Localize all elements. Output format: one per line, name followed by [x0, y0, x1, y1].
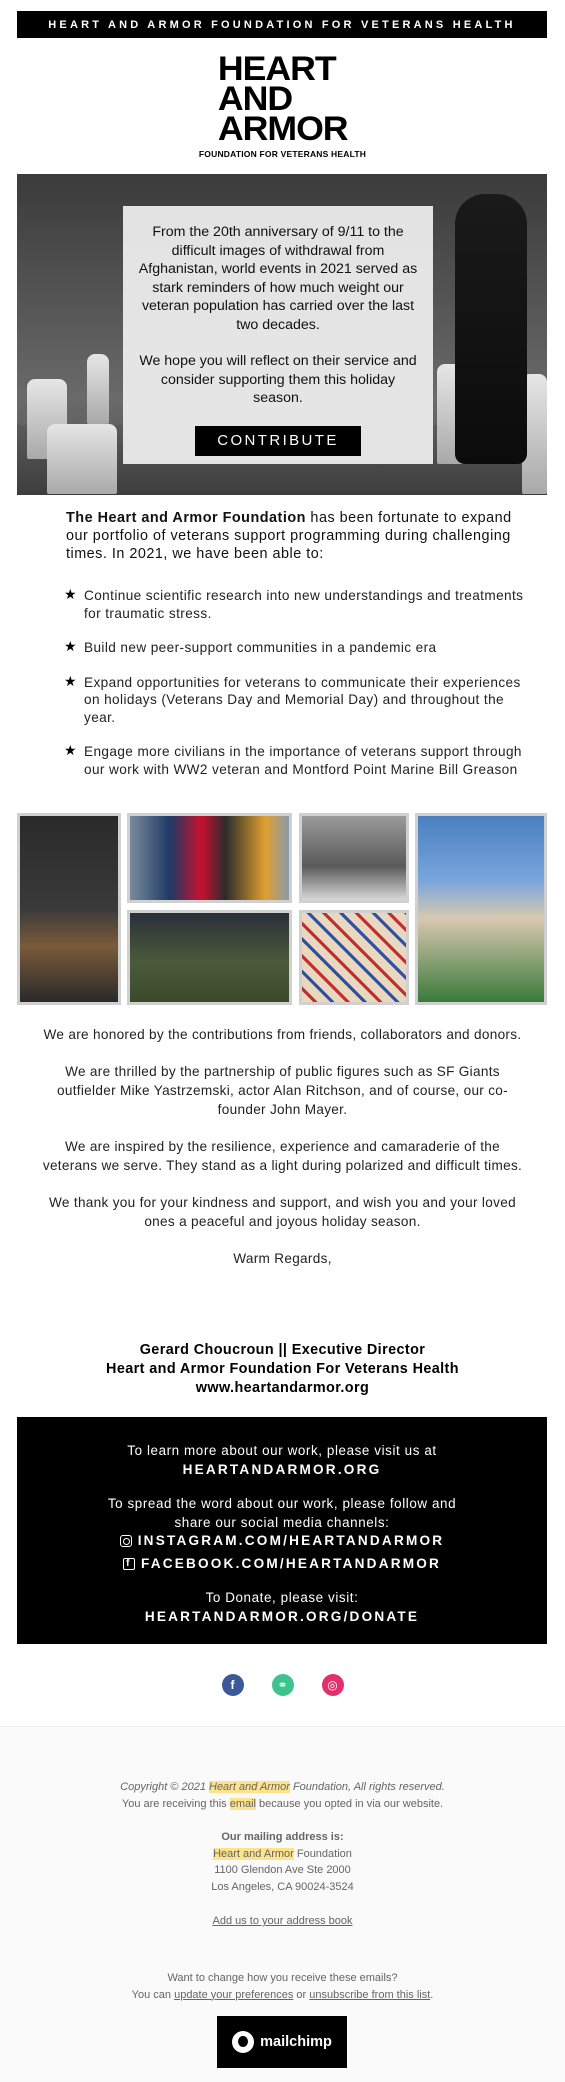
hero-message-box: [123, 206, 433, 464]
list-item-text: Engage more civilians in the importance of veterans support through our work with WW2 veteran and Montford Point Marine Bill Greason: [84, 744, 522, 777]
info-box: [17, 1417, 547, 1644]
address-book-link[interactable]: Add us to your address book: [212, 1915, 353, 1927]
highlight: Heart and Armor: [209, 1781, 290, 1793]
donate-link[interactable]: HEARTANDARMOR.ORG/DONATE: [144, 1608, 420, 1624]
facebook-icon[interactable]: f: [222, 1674, 244, 1696]
learn-text: To learn more about our work, please visit us at: [127, 1443, 437, 1458]
photo-group-veterans: [127, 910, 292, 1005]
unsubscribe-link[interactable]: unsubscribe from this list: [309, 1988, 431, 2001]
logo-subtitle: FOUNDATION FOR VETERANS HEALTH: [198, 149, 367, 159]
hero-image: [17, 174, 547, 495]
footer: [0, 1726, 565, 2082]
facebook-icon: f: [123, 1558, 135, 1570]
thanks-paragraph: We are inspired by the resilience, experience and camaraderie of the veterans we serve. They stand as a light during polarized and difficult times.: [42, 1139, 523, 1173]
photo-black-white-person: [299, 813, 409, 903]
thank-you-section: [40, 1025, 525, 1286]
mailchimp-label: mailchimp: [260, 2033, 332, 2050]
list-item-text: Continue scientific research into new understandings and treatments for traumatic stress.: [84, 588, 524, 621]
list-item-text: Build new peer-support communities in a pandemic era: [84, 640, 437, 655]
thanks-paragraph: We are honored by the contributions from friends, collaborators and donors.: [43, 1027, 522, 1042]
website-link[interactable]: HEARTANDARMOR.ORG: [182, 1461, 382, 1477]
photo-group-women: [127, 813, 292, 903]
address-org: Foundation: [293, 1847, 352, 1860]
signature-website-link[interactable]: www.heartandarmor.org: [195, 1380, 370, 1396]
facebook-link[interactable]: FACEBOOK.COM/HEARTANDARMOR: [140, 1555, 442, 1571]
hero-paragraph: From the 20th anniversary of 9/11 to the difficult images of withdrawal from Afghanistan, world events in 2021 served as stark reminders of how much weight our veteran population has carried over the last two decades.: [138, 224, 418, 333]
photo-cards-display: [299, 910, 409, 1005]
mailing-title: Our mailing address is:: [221, 1831, 344, 1843]
hero-paragraph: We hope you will reflect on their service and consider supporting them this holiday season.: [139, 353, 417, 406]
photo-veteran-with-flag-frame: [17, 813, 121, 1005]
social-icons-row: [0, 1674, 565, 1696]
header-banner: HEART AND ARMOR FOUNDATION FOR VETERANS HEALTH: [17, 11, 547, 38]
copyright-text: Foundation, All rights reserved.: [289, 1781, 445, 1793]
intro-org-name: The Heart and Armor Foundation: [66, 510, 306, 526]
link-icon[interactable]: ⚭: [272, 1674, 294, 1696]
logo-line: ARMOR: [217, 110, 348, 148]
closing: Warm Regards,: [233, 1251, 332, 1266]
list-item: [64, 743, 524, 778]
change-text: Want to change how you receive these emails?: [167, 1972, 398, 1984]
donate-text: To Donate, please visit:: [205, 1590, 359, 1605]
logo: [0, 50, 565, 159]
star-icon: ★: [64, 586, 77, 602]
instagram-icon: [120, 1535, 132, 1547]
spread-text: To spread the word about our work, please follow and share our social media channels:: [107, 1496, 457, 1530]
intro-paragraph: [66, 509, 516, 563]
contribute-button[interactable]: CONTRIBUTE: [195, 426, 361, 457]
mailchimp-badge[interactable]: [217, 2016, 347, 2068]
highlight: email: [229, 1797, 256, 1810]
signature-block: [40, 1341, 525, 1398]
photo-collage: [17, 813, 547, 1005]
headstone: [47, 424, 117, 494]
logo-line: AND: [217, 80, 292, 118]
receiving-text: You are receiving this: [121, 1797, 230, 1810]
star-icon: ★: [64, 638, 77, 654]
list-item: [64, 587, 524, 622]
star-icon: ★: [64, 742, 77, 758]
list-item: [64, 674, 524, 727]
period: .: [430, 1988, 434, 2001]
can-text: You can: [131, 1988, 175, 2001]
highlight: Heart and Armor: [213, 1847, 294, 1860]
logo-line: HEART: [217, 50, 336, 88]
update-preferences-link[interactable]: update your preferences: [174, 1988, 294, 2001]
or-text: or: [293, 1988, 310, 2001]
instagram-link[interactable]: INSTAGRAM.COM/HEARTANDARMOR: [137, 1533, 445, 1548]
accomplishments-list: [64, 587, 524, 795]
copyright-text: Copyright © 2021: [120, 1781, 209, 1793]
signature-name: Gerard Choucroun || Executive Director: [139, 1342, 426, 1358]
intro-text: has been fortunate to expand our portfolio of veterans support programming during challenging times. In 2021, we have been able to:: [66, 510, 512, 562]
list-item: [64, 639, 524, 657]
photo-ballpark-men: [415, 813, 547, 1005]
thanks-paragraph: We are thrilled by the partnership of public figures such as SF Giants outfielder Mike Yastrzemski, actor Alan Ritchson, and of course, our co-founder John Mayer.: [56, 1064, 508, 1117]
signature-org: Heart and Armor Foundation For Veterans Health: [106, 1361, 459, 1377]
headstone: [87, 354, 109, 424]
thanks-paragraph: We thank you for your kindness and support, and wish you and your loved ones a peaceful and joyous holiday season.: [49, 1195, 516, 1229]
address-line: 1100 Glendon Ave Ste 2000: [214, 1864, 351, 1876]
hero-figure: [455, 194, 527, 464]
address-line: Los Angeles, CA 90024-3524: [211, 1880, 354, 1893]
star-icon: ★: [64, 672, 77, 689]
receiving-text: because you opted in via our website.: [256, 1797, 444, 1810]
instagram-icon[interactable]: ◎: [322, 1674, 344, 1696]
mailchimp-icon: [232, 2031, 254, 2053]
list-item-text: Expand opportunities for veterans to communicate their experiences on holidays (Veterans Day and Memorial Day) and throughout the year.: [84, 674, 521, 725]
